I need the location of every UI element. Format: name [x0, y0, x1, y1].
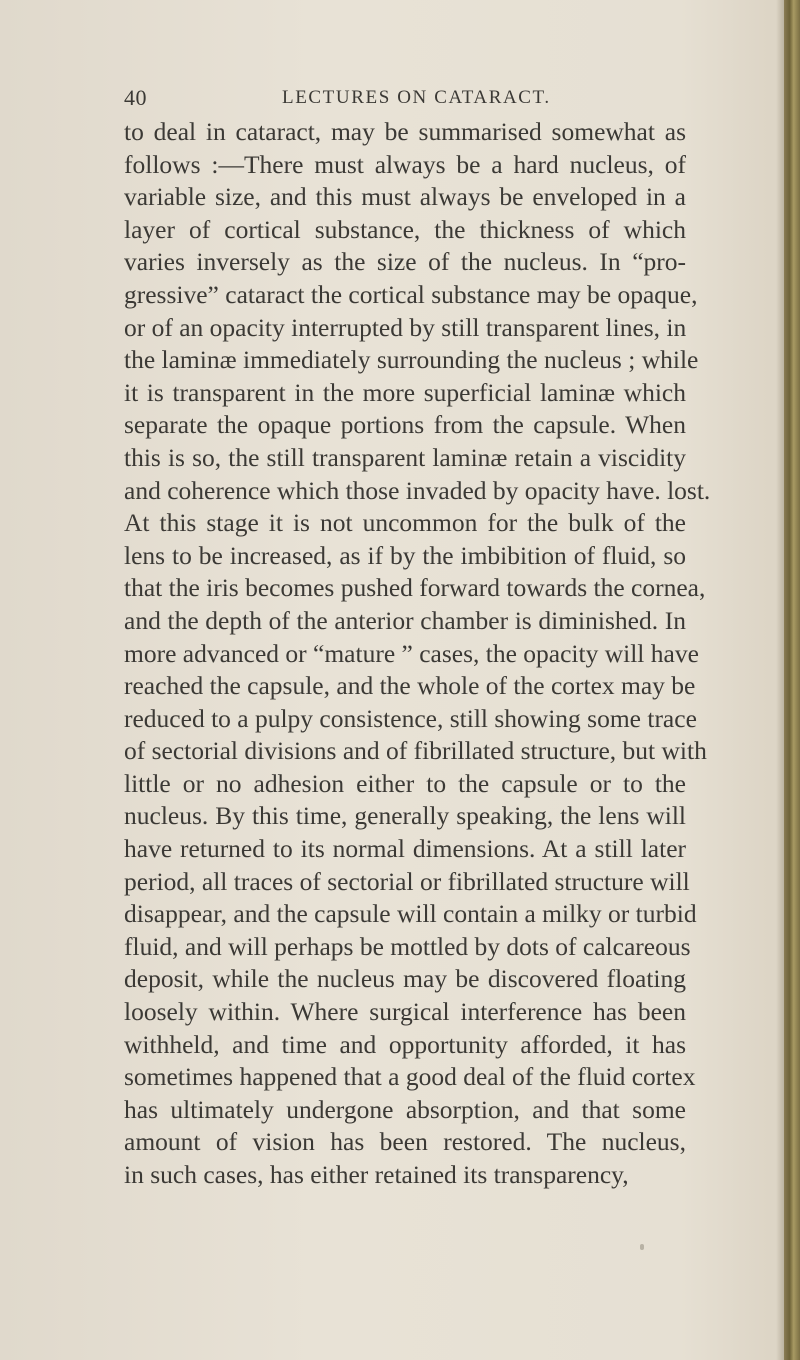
text-line: that the iris becomes pushed forward towards the cornea, [124, 573, 706, 603]
text-line: little or no adhesion either to the capsule or to the [124, 768, 686, 798]
text-line: and the depth of the anterior chamber is diminished. In [124, 605, 686, 635]
text-line: have returned to its normal dimensions. At a still later [124, 834, 686, 864]
text-line: sometimes happened that a good deal of the fluid cortex [124, 1062, 696, 1092]
text-line: loosely within. Where surgical interference has been [124, 997, 686, 1027]
text-line: the laminæ immediately surrounding the nucleus ; while [124, 345, 699, 375]
text-line: has ultimately undergone absorption, and that some [124, 1094, 686, 1124]
text-line: amount of vision has been restored. The nucleus, [124, 1127, 686, 1157]
text-line: varies inversely as the size of the nucleus. In “pro- [124, 247, 686, 277]
text-line: withheld, and time and opportunity afforded, it has [124, 1029, 686, 1059]
page-number: 40 [124, 85, 147, 110]
text-line: layer of cortical substance, the thickness of which [124, 214, 686, 244]
body-text [124, 116, 711, 1192]
text-line: deposit, while the nucleus may be discovered floating [124, 964, 686, 994]
text-line: to deal in cataract, may be summarised somewhat as [124, 117, 686, 146]
text-line: separate the opaque portions from the capsule. When [124, 410, 686, 440]
text-line: this is so, the still transparent laminæ retain a viscidity [124, 442, 686, 472]
text-line: in such cases, has either retained its transparency, [124, 1160, 629, 1189]
text-line: variable size, and this must always be enveloped in a [124, 182, 686, 212]
text-line: it is transparent in the more superficial laminæ which [124, 377, 686, 407]
text-line: and coherence which those invaded by opacity have. lost. [124, 475, 711, 505]
text-line: of sectorial divisions and of fibrillated structure, but with [124, 736, 707, 766]
text-line: gressive” cataract the cortical substance may be opaque, [124, 279, 698, 309]
text-line: fluid, and will perhaps be mottled by dots of calcareous [124, 931, 691, 961]
text-line: or of an opacity interrupted by still transparent lines, in [124, 312, 687, 342]
running-title: LECTURES ON CATARACT. [282, 87, 551, 108]
binding-shadow [776, 0, 784, 1360]
text-line: disappear, and the capsule will contain a milky or turbid [124, 899, 697, 929]
text-line: more advanced or “mature ” cases, the opacity will have [124, 638, 699, 668]
text-line: nucleus. By this time, generally speaking, the lens will [124, 801, 686, 831]
text-line: period, all traces of sectorial or fibrillated structure will [124, 866, 690, 896]
text-line: follows :—There must always be a hard nucleus, of [124, 149, 686, 179]
paper-speck [640, 1244, 644, 1250]
text-line: reached the capsule, and the whole of the cortex may be [124, 671, 696, 701]
text-line: lens to be increased, as if by the imbibition of fluid, so [124, 540, 686, 570]
book-binding-edge [784, 0, 800, 1360]
text-line: At this stage it is not uncommon for the bulk of the [124, 508, 686, 538]
text-line: reduced to a pulpy consistence, still showing some trace [124, 703, 697, 733]
page-header [0, 85, 780, 115]
